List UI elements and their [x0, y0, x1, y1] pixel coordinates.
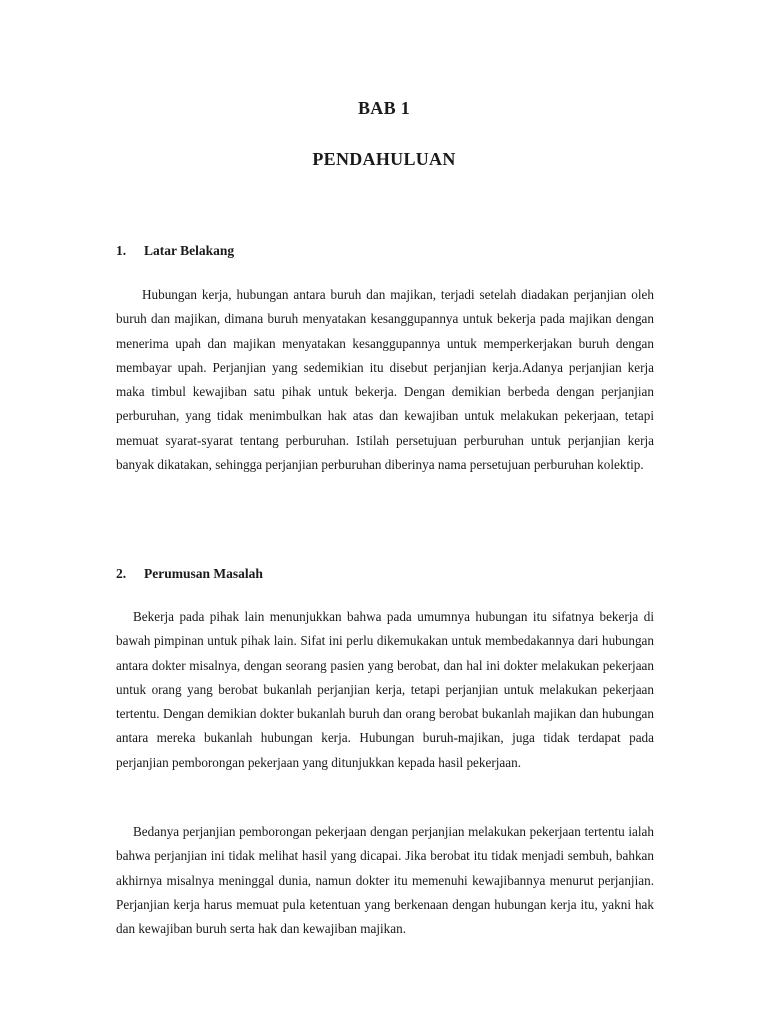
chapter-title: PENDAHULUAN: [312, 149, 456, 169]
paragraph-perumusan-masalah-2: Bedanya perjanjian pemborongan pekerjaan dengan perjanjian melakukan pekerjaan tertentu ialah bahwa perjanjian ini tidak melihat hasil yang dicapai. Jika berobat itu tidak menjadi sembuh, bahkan akhirnya misalnya meninggal dunia, namun dokter itu memenuhi kewajibannya menurut perjanjian. Perjanjian kerja harus memuat pula ketentuan yang berkenaan dengan hubungan kerja itu, yakni hak dan kewajiban buruh serta hak dan kewajiban majikan.: [116, 824, 654, 937]
section-title: Perumusan Masalah: [144, 566, 263, 581]
section-number: 2.: [116, 566, 127, 581]
paragraph-perumusan-masalah-1: Bekerja pada pihak lain menunjukkan bahwa pada umumnya hubungan itu sifatnya bekerja di bawah pimpinan untuk pihak lain. Sifat ini perlu dikemukakan untuk membedakannya dari hubungan antara dokter misalnya, dengan seorang pasien yang berobat, dan hal ini dokter melakukan pekerjaan untuk orang yang berobat bukanlah perjanjian kerja, tetapi perjanjian untuk melakukan pekerjaan tertentu. Dengan demikian dokter bukanlah buruh dan orang berobat bukanlah majikan dan hubungan antara mereka bukanlah hubungan kerja. Hubungan buruh-majikan, juga tidak terdapat pada perjanjian pemborongan pekerjaan yang ditunjukkan kepada hasil pekerjaan.: [116, 609, 654, 770]
chapter-number: BAB 1: [357, 98, 410, 118]
section-number: 1.: [116, 243, 127, 258]
section-heading-perumusan-masalah: [116, 566, 263, 582]
paragraph-latar-belakang: Hubungan kerja, hubungan antara buruh dan majikan, terjadi setelah diadakan perjanjian oleh buruh dan majikan, dimana buruh menyatakan kesanggupannya untuk bekerja pada majikan dengan menerima upah dan majikan menyatakan kesanggupannya untuk memperkerjakan buruh dengan membayar upah. Perjanjian yang sedemikian itu disebut perjanjian kerja.Adanya perjanjian kerja maka timbul kewajiban satu pihak untuk bekerja. Dengan demikian berbeda dengan perjanjian perburuhan, yang tidak menimbulkan hak atas dan kewajiban untuk melakukan pekerjaan, tetapi memuat syarat-syarat tentang perburuhan. Istilah persetujuan perburuhan untuk perjanjian kerja banyak dikatakan, sehingga perjanjian perburuhan diberinya nama persetujuan perburuhan kolektip.: [116, 287, 654, 473]
section-heading-latar-belakang: [116, 243, 234, 259]
section-title: Latar Belakang: [144, 243, 235, 258]
